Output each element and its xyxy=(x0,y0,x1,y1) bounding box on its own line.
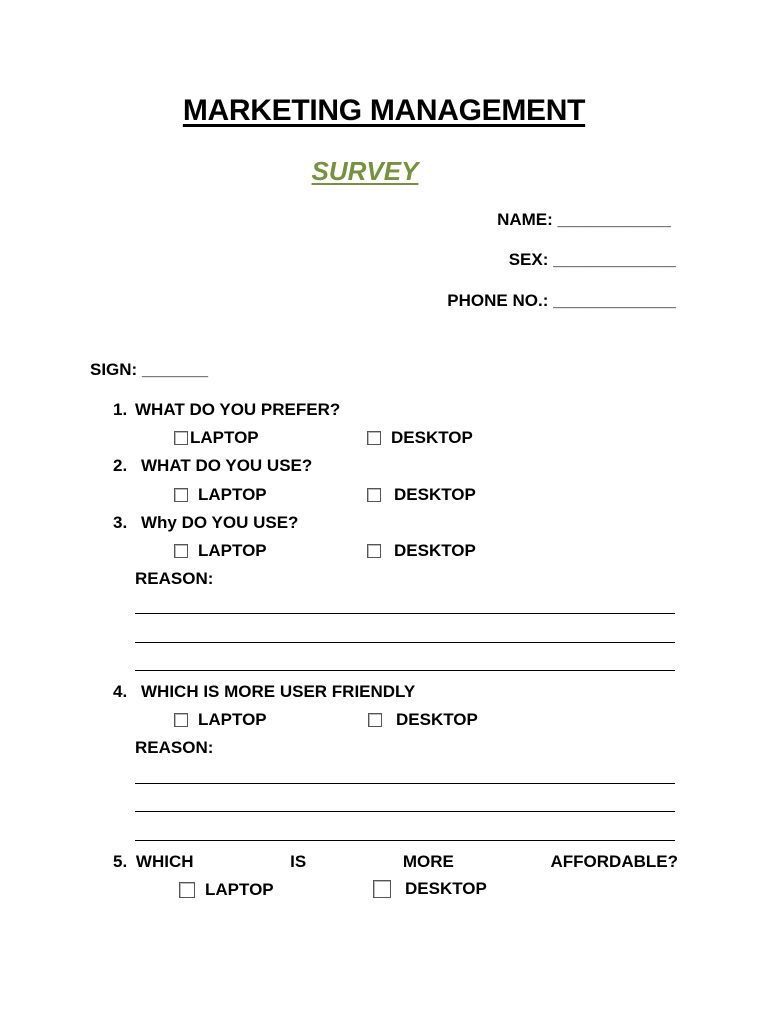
page-subtitle: SURVEY xyxy=(311,156,419,186)
q3-option-laptop[interactable] xyxy=(174,541,267,561)
reason-label: REASON: xyxy=(135,569,214,588)
question-word: MORE xyxy=(402,852,454,871)
question-word: AFFORDABLE? xyxy=(550,852,678,871)
checkbox-icon[interactable] xyxy=(367,431,381,445)
q2-option-laptop[interactable] xyxy=(174,485,267,505)
sign-field[interactable]: SIGN: _______ xyxy=(90,360,209,379)
question-5 xyxy=(113,852,678,872)
option-label: DESKTOP xyxy=(394,541,476,560)
option-label: DESKTOP xyxy=(405,879,487,898)
option-label: LAPTOP xyxy=(198,485,267,504)
checkbox-icon[interactable] xyxy=(179,882,195,898)
option-label: LAPTOP xyxy=(205,880,274,899)
q4-option-desktop[interactable] xyxy=(368,710,478,730)
question-text: WHAT DO YOU USE? xyxy=(141,456,313,475)
question-number: 2. xyxy=(113,456,128,475)
q5-option-laptop[interactable] xyxy=(179,880,274,900)
checkbox-icon[interactable] xyxy=(174,713,188,727)
answer-line[interactable] xyxy=(135,670,675,671)
option-label: DESKTOP xyxy=(391,428,473,447)
option-label: LAPTOP xyxy=(198,710,267,729)
answer-line[interactable] xyxy=(135,642,675,643)
page-title: MARKETING MANAGEMENT xyxy=(182,94,586,127)
q5-option-desktop[interactable] xyxy=(373,879,487,899)
q2-option-desktop[interactable] xyxy=(367,485,476,505)
checkbox-icon[interactable] xyxy=(367,544,381,558)
question-number: 1. xyxy=(113,400,128,419)
name-field[interactable]: NAME: ____________ xyxy=(497,210,671,229)
option-label: LAPTOP xyxy=(198,541,267,560)
answer-line[interactable] xyxy=(135,811,675,812)
question-text: Why DO YOU USE? xyxy=(141,513,299,532)
option-label: DESKTOP xyxy=(396,710,478,729)
question-number: 5. WHICH xyxy=(113,852,194,871)
checkbox-icon[interactable] xyxy=(368,713,382,727)
question-number: 3. xyxy=(113,513,128,532)
q3-option-desktop[interactable] xyxy=(367,541,476,561)
q1-option-desktop[interactable] xyxy=(367,428,473,448)
answer-line[interactable] xyxy=(135,783,675,784)
sex-field[interactable]: SEX: _____________ xyxy=(508,250,676,269)
checkbox-icon[interactable] xyxy=(367,488,381,502)
checkbox-icon[interactable] xyxy=(174,488,188,502)
q4-option-laptop[interactable] xyxy=(174,710,267,730)
checkbox-icon[interactable] xyxy=(174,544,188,558)
question-number: 4. xyxy=(113,682,128,701)
answer-line[interactable] xyxy=(135,840,675,841)
answer-line[interactable] xyxy=(135,613,675,614)
q1-option-laptop[interactable] xyxy=(174,428,259,448)
reason-label: REASON: xyxy=(135,738,214,757)
phone-field[interactable]: PHONE NO.: _____________ xyxy=(447,291,676,310)
question-text: WHAT DO YOU PREFER? xyxy=(135,400,341,419)
checkbox-icon[interactable] xyxy=(174,431,188,445)
checkbox-icon[interactable] xyxy=(373,880,391,898)
option-label: LAPTOP xyxy=(190,428,259,447)
option-label: DESKTOP xyxy=(394,485,476,504)
question-text: WHICH IS MORE USER FRIENDLY xyxy=(141,682,416,701)
question-word: IS xyxy=(290,852,307,871)
